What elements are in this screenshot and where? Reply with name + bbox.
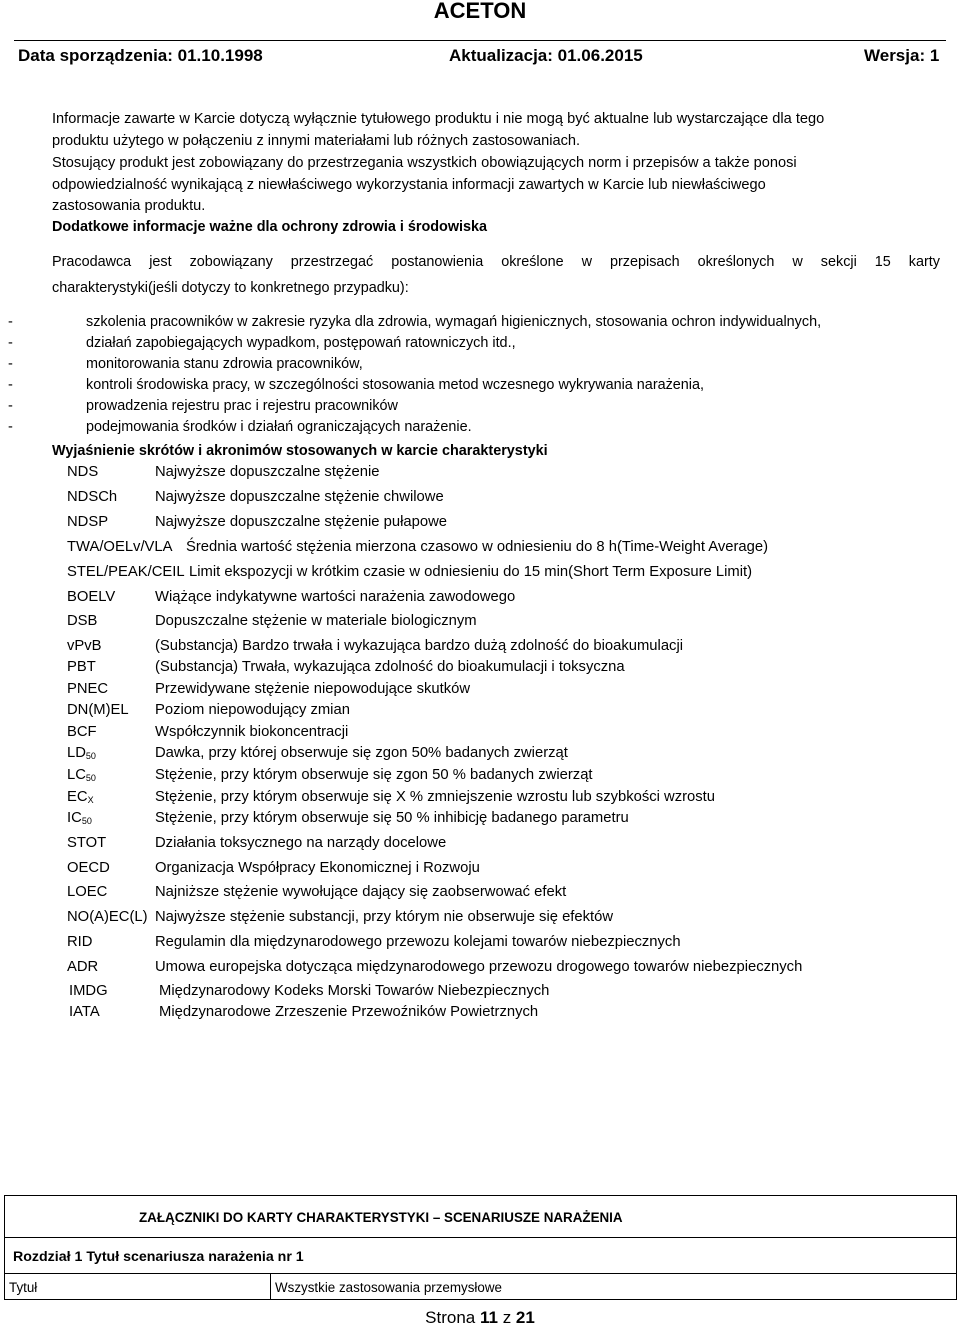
abbr-description: (Substancja) Trwała, wykazująca zdolność do bioakumulacji i toksyczna: [155, 659, 625, 675]
abbr-term: TWA/OELv/VLA: [67, 539, 173, 555]
list-dash: -: [8, 377, 13, 393]
page-word: Strona: [425, 1308, 476, 1327]
annex-box: [4, 1195, 957, 1300]
abbr-description: Dawka, przy której obserwuje się zgon 50% badanych zwierząt: [155, 745, 568, 761]
abbr-term: LOEC: [67, 884, 108, 900]
list-item: [8, 356, 948, 377]
abbr-term: DSB: [67, 613, 98, 629]
list-item-text: prowadzenia rejestru prac i rejestru pracowników: [86, 398, 398, 414]
date-created: Data sporządzenia: 01.10.1998: [18, 46, 263, 65]
annex-title: ZAŁĄCZNIKI DO KARTY CHARAKTERYSTYKI – SCENARIUSZE NARAŻENIA: [139, 1210, 623, 1225]
abbr-description: Stężenie, przy którym obserwuje się 50 % inhibicję badanego parametru: [155, 810, 629, 826]
additional-info-heading: Dodatkowe informacje ważne dla ochrony zdrowia i środowiska: [52, 219, 488, 235]
page-footer: [0, 1308, 960, 1328]
abbr-description: Najwyższe dopuszczalne stężenie chwilowe: [155, 489, 444, 505]
abbr-term: NDSCh: [67, 489, 118, 505]
abbr-description: Najwyższe dopuszczalne stężenie: [155, 464, 380, 480]
intro-line-2: produktu użytego w połączeniu z innymi materiałami lub różnych zastosowaniach.: [52, 133, 581, 149]
abbr-description: Międzynarodowy Kodeks Morski Towarów Niebezpiecznych: [159, 983, 550, 999]
abbr-description: Średnia wartość stężenia mierzona czasowo w odniesieniu do 8 h(Time-Weight Average): [186, 539, 769, 555]
abbr-term: NDSP: [67, 514, 109, 530]
list-item: [8, 377, 948, 398]
title-label: Tytuł: [9, 1280, 38, 1295]
version-label: Wersja: 1: [864, 46, 940, 65]
abbr-description: Regulamin dla międzynarodowego przewozu kolejami towarów niebezpiecznych: [155, 934, 681, 950]
abbr-term: IMDG: [69, 983, 108, 999]
date-updated: Aktualizacja: 01.06.2015: [449, 46, 643, 65]
intro-line-3: Stosujący produkt jest zobowiązany do przestrzegania wszystkich obowiązujących norm i przepisów a także ponosi: [52, 155, 797, 171]
abbr-description: Działania toksycznego na narządy docelowe: [155, 835, 447, 851]
abbr-term: PBT: [67, 659, 96, 675]
abbr-description: Poziom niepowodujący zmian: [155, 702, 350, 718]
abbr-description: Współczynnik biokoncentracji: [155, 724, 349, 740]
list-dash: -: [8, 356, 13, 372]
list-dash: -: [8, 398, 13, 414]
abbr-description: (Substancja) Bardzo trwała i wykazująca bardzo dużą zdolność do bioakumulacji: [155, 638, 684, 654]
list-item: [8, 335, 948, 356]
abbr-term: BCF: [67, 724, 97, 740]
abbr-description: Najwyższe stężenie substancji, przy którym nie obserwuje się efektów: [155, 909, 614, 925]
abbr-term: RID: [67, 934, 93, 950]
abbr-term: NO(A)EC(L): [67, 909, 148, 925]
abbr-term: NDS: [67, 464, 99, 480]
abbr-term: $IC_{50}$: [67, 810, 92, 826]
abbr-term: $LD_{50}$: [67, 745, 96, 761]
abbr-term: $LC_{50}$: [67, 767, 96, 783]
annex-table-separator: [270, 1273, 271, 1299]
abbr-term: $EC_X$: [67, 789, 94, 805]
employer-duty-line-2: charakterystyki(jeśli dotyczy to konkretnego przypadku):: [52, 280, 409, 296]
abbr-term: DN(M)EL: [67, 702, 129, 718]
abbr-term: PNEC: [67, 681, 109, 697]
abbr-term: IATA: [69, 1004, 100, 1020]
abbr-term: STOT: [67, 835, 107, 851]
abbr-description: Międzynarodowe Zrzeszenie Przewoźników Powietrznych: [159, 1004, 539, 1020]
header-divider: [14, 40, 946, 41]
abbr-description: Wiążące indykatywne wartości narażenia zawodowego: [155, 589, 516, 605]
abbr-term: vPvB: [67, 638, 102, 654]
of-word: z: [502, 1308, 512, 1327]
abbr-description: Stężenie, przy którym obserwuje się zgon 50 % badanych zwierząt: [155, 767, 593, 783]
list-item-text: działań zapobiegających wypadkom, postępowań ratowniczych itd.,: [86, 335, 516, 351]
annex-table-top: [5, 1273, 956, 1274]
list-item-text: monitorowania stanu zdrowia pracowników,: [86, 356, 363, 372]
document-title: ACETON: [433, 0, 527, 23]
abbr-term: BOELV: [67, 589, 116, 605]
abbr-description: Organizacja Współpracy Ekonomicznej i Rozwoju: [155, 860, 480, 876]
intro-line-4: odpowiedzialność wynikającą z niewłaściwego wykorzystania informacji zawartych w Karcie lub niewłaściwego: [52, 177, 766, 193]
abbr-term: ADR: [67, 959, 99, 975]
abbr-description: Dopuszczalne stężenie w materiale biologicznym: [155, 613, 477, 629]
list-dash: -: [8, 314, 13, 330]
list-item: [8, 314, 948, 335]
list-item-text: podejmowania środków i działań ograniczających narażenie.: [86, 419, 472, 435]
abbr-description: Najwyższe dopuszczalne stężenie pułapowe: [155, 514, 447, 530]
intro-line-5: zastosowania produktu.: [52, 198, 206, 214]
abbr-description: Stężenie, przy którym obserwuje się X % zmniejszenie wzrostu lub szybkości wzrostu: [155, 789, 716, 805]
annex-divider: [5, 1237, 956, 1238]
abbr-term: OECD: [67, 860, 110, 876]
list-dash: -: [8, 335, 13, 351]
abbr-description: Przewidywane stężenie niepowodujące skutków: [155, 681, 471, 697]
page-number: 11: [479, 1308, 498, 1327]
list-item: [8, 398, 948, 419]
page-total: 21: [515, 1308, 535, 1327]
abbr-term: STEL/PEAK/CEIL: [67, 564, 185, 580]
duties-list: [8, 314, 948, 440]
list-item-text: szkolenia pracowników w zakresie ryzyka dla zdrowia, wymagań higienicznych, stosowania ochron indywidualnych,: [86, 314, 822, 330]
intro-line-1: Informacje zawarte w Karcie dotyczą wyłącznie tytułowego produktu i nie mogą być aktualne lub wystarczające dla tego: [52, 111, 825, 127]
list-item-text: kontroli środowiska pracy, w szczególności stosowania metod wczesnego wykrywania narażenia,: [86, 377, 705, 393]
list-dash: -: [8, 419, 13, 435]
abbr-description: Umowa europejska dotycząca międzynarodowego przewozu drogowego towarów niebezpiecznych: [155, 959, 803, 975]
employer-duty-line-1: Pracodawca jest zobowiązany przestrzegać postanowienia określone w przepisach określonych w sekcji 15 karty: [52, 254, 940, 270]
abbr-description: Najniższe stężenie wywołujące dający się zaobserwować efekt: [155, 884, 567, 900]
list-item: [8, 419, 948, 440]
abbreviations-heading: Wyjaśnienie skrótów i akronimów stosowanych w karcie charakterystyki: [52, 443, 548, 459]
title-value: Wszystkie zastosowania przemysłowe: [275, 1280, 502, 1295]
abbr-description: Limit ekspozycji w krótkim czasie w odniesieniu do 15 min(Short Term Exposure Limit): [189, 564, 753, 580]
scenario-chapter-title: Rozdział 1 Tytuł scenariusza narażenia nr 1: [13, 1249, 304, 1265]
